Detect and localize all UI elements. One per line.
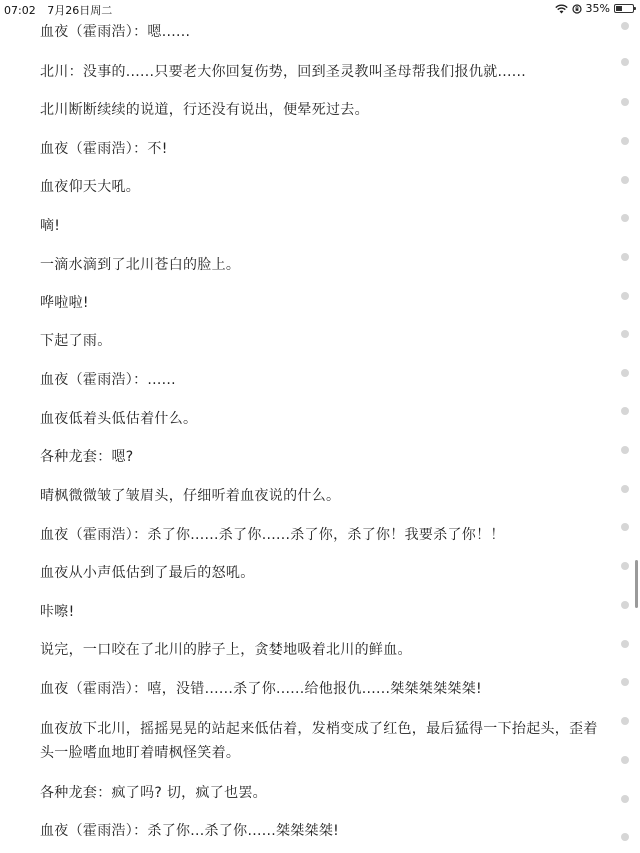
paragraph: 一滴水滴到了北川苍白的脸上。 bbox=[40, 257, 241, 273]
page-dot[interactable] bbox=[621, 292, 629, 300]
status-left bbox=[4, 2, 120, 18]
paragraph: 血夜（霍雨浩）：...... bbox=[40, 372, 176, 388]
paragraph: 血夜（霍雨浩）：杀了你......杀了你......杀了你，杀了你！我要杀了你！！ bbox=[40, 527, 505, 543]
paragraph: 哗啦啦! bbox=[40, 295, 89, 311]
page-dot[interactable] bbox=[621, 369, 629, 377]
paragraph: 各种龙套：疯了吗? 切，疯了也罢。 bbox=[40, 785, 267, 801]
paragraph: 北川断断续续的说道，行还没有说出，便晕死过去。 bbox=[40, 102, 369, 118]
page-dot[interactable] bbox=[621, 22, 629, 30]
paragraph: 血夜（霍雨浩）：不! bbox=[40, 141, 168, 157]
page-dot[interactable] bbox=[621, 214, 629, 222]
paragraph: 说完，一口咬在了北川的脖子上，贪婪地吸着北川的鲜血。 bbox=[40, 642, 412, 658]
battery-percent: 35% bbox=[585, 2, 610, 15]
status-time: 07:02 bbox=[4, 4, 36, 17]
paragraph: 血夜（霍雨浩）：杀了你...杀了你......桀桀桀桀! bbox=[40, 823, 340, 839]
paragraph: 各种龙套：嗯? bbox=[40, 449, 134, 465]
page-dot[interactable] bbox=[621, 407, 629, 415]
page-dot[interactable] bbox=[621, 137, 629, 145]
paragraph: 血夜（霍雨浩）：嘻，没错......杀了你......给他报仇......桀桀桀桀桀桀! bbox=[40, 681, 482, 697]
paragraph: 咔嚓! bbox=[40, 604, 75, 620]
page-dot[interactable] bbox=[621, 176, 629, 184]
page-dot[interactable] bbox=[621, 833, 629, 841]
paragraph: 嘀! bbox=[40, 218, 61, 234]
page-dot[interactable] bbox=[621, 253, 629, 261]
page-indicator-dots[interactable] bbox=[621, 0, 631, 853]
page-dot[interactable] bbox=[621, 98, 629, 106]
orientation-lock-icon bbox=[572, 4, 582, 14]
page-dot[interactable] bbox=[621, 756, 629, 764]
paragraph: 血夜低着头低估着什么。 bbox=[40, 411, 198, 427]
page-dot[interactable] bbox=[621, 523, 629, 531]
page-dot[interactable] bbox=[621, 562, 629, 570]
paragraph: 北川：没事的......只要老大你回复伤势，回到圣灵教叫圣母帮我们报仇就...... bbox=[40, 64, 526, 80]
paragraph: 血夜从小声低估到了最后的怒吼。 bbox=[40, 565, 255, 581]
wifi-icon bbox=[555, 4, 568, 14]
paragraph: 血夜（霍雨浩）：嗯...... bbox=[40, 24, 191, 40]
paragraph: 下起了雨。 bbox=[40, 333, 112, 349]
page-dot[interactable] bbox=[621, 58, 629, 66]
page-dot[interactable] bbox=[621, 640, 629, 648]
page-dot[interactable] bbox=[621, 717, 629, 725]
paragraph: 血夜仰天大吼。 bbox=[40, 179, 141, 195]
paragraph: 晴枫微微皱了皱眉头，仔细听着血夜说的什么。 bbox=[40, 488, 341, 504]
scroll-indicator[interactable] bbox=[635, 560, 638, 608]
page-dot[interactable] bbox=[621, 485, 629, 493]
page-dot[interactable] bbox=[621, 601, 629, 609]
page-dot[interactable] bbox=[621, 330, 629, 338]
status-date: 7月26日周二 bbox=[47, 4, 113, 17]
paragraph: 血夜放下北川，摇摇晃晃的站起来低估着，发梢变成了红色，最后猛得一下抬起头，歪着头一脸嗜血地盯着晴枫怪笑着。 bbox=[40, 721, 598, 761]
page-dot[interactable] bbox=[621, 678, 629, 686]
page-dot[interactable] bbox=[621, 795, 629, 803]
page-dot[interactable] bbox=[621, 446, 629, 454]
status-bar bbox=[0, 0, 640, 18]
